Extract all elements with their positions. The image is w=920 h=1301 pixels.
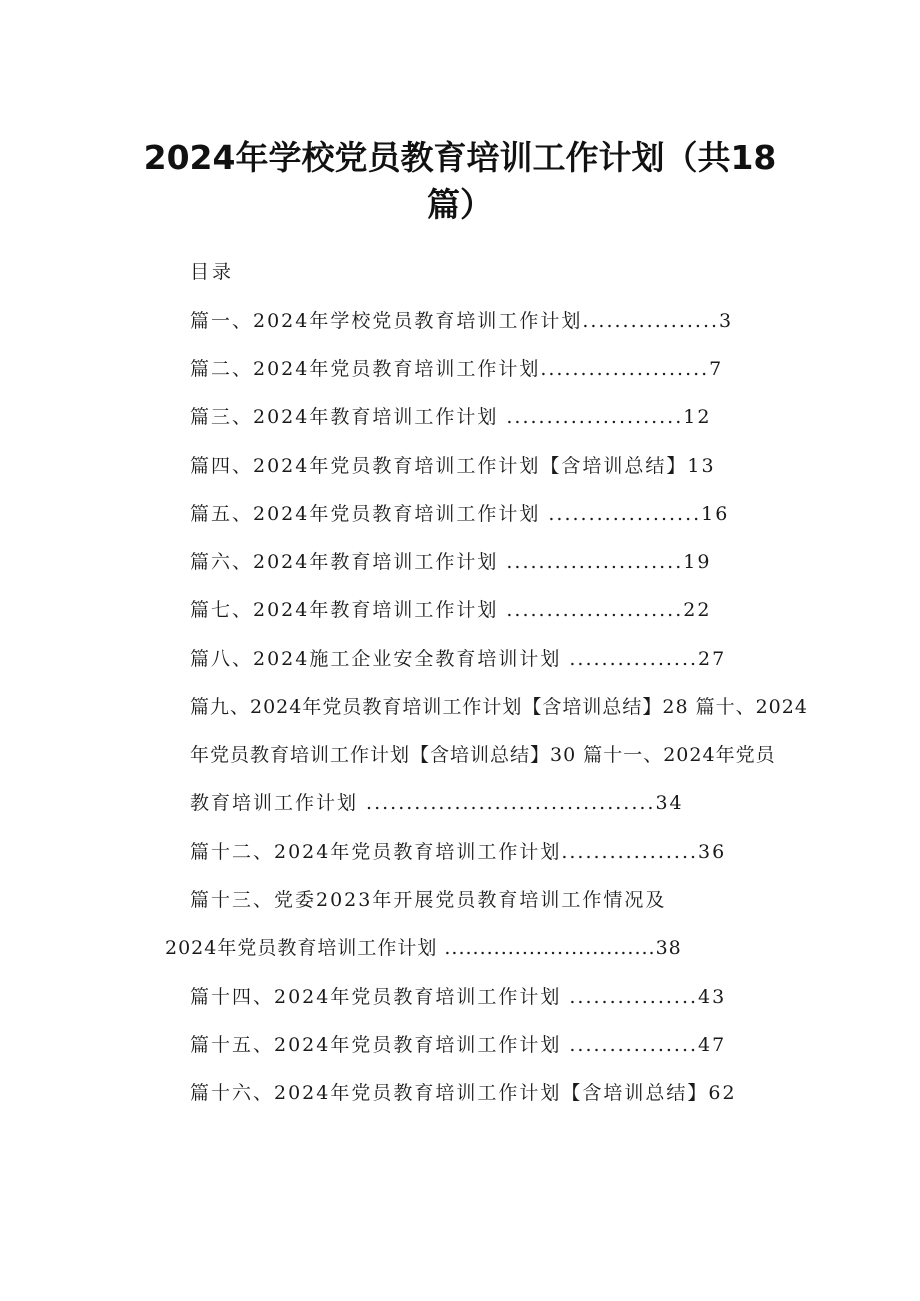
toc-entry[interactable]: 篇十三、党委2023年开展党员教育培训工作情况及 <box>190 889 667 911</box>
toc-entry[interactable]: 篇十五、2024年党员教育培训工作计划 ................47 <box>190 1034 727 1056</box>
toc-entry[interactable]: 篇十二、2024年党员教育培训工作计划.................36 <box>190 841 727 863</box>
toc-entry[interactable]: 篇四、2024年党员教育培训工作计划【含培训总结】13 <box>190 455 716 477</box>
toc-entry-wrapped[interactable]: 篇九、2024年党员教育培训工作计划【含培训总结】28 篇十、2024 <box>190 696 808 718</box>
toc-entry[interactable]: 篇三、2024年教育培训工作计划 ......................12 <box>190 406 712 428</box>
toc-entry[interactable]: 篇七、2024年教育培训工作计划 ......................22 <box>190 599 712 621</box>
toc-entry[interactable]: 篇八、2024施工企业安全教育培训计划 ................27 <box>190 648 727 670</box>
toc-entry[interactable]: 篇一、2024年学校党员教育培训工作计划.................3 <box>190 310 734 332</box>
toc-heading: 目录 <box>190 261 235 283</box>
toc-entry-wrapped[interactable]: 教育培训工作计划 ....................................34 <box>190 792 684 814</box>
toc-entry[interactable]: 篇十四、2024年党员教育培训工作计划 ................43 <box>190 986 727 1008</box>
document-title-line-1: 2024年学校党员教育培训工作计划（共18 <box>143 138 777 177</box>
toc-entry[interactable]: 篇五、2024年党员教育培训工作计划 ...................16 <box>190 503 730 525</box>
toc-entry-wrapped[interactable]: 2024年党员教育培训工作计划 ..............................38 <box>165 937 682 959</box>
toc-entry-wrapped[interactable]: 年党员教育培训工作计划【含培训总结】30 篇十一、2024年党员 <box>190 744 776 766</box>
toc-entry[interactable]: 篇十六、2024年党员教育培训工作计划【含培训总结】62 <box>190 1082 737 1104</box>
toc-entry[interactable]: 篇六、2024年教育培训工作计划 ......................19 <box>190 551 712 573</box>
toc-entry[interactable]: 篇二、2024年党员教育培训工作计划.....................7 <box>190 358 724 380</box>
document-title-line-2: 篇） <box>427 185 493 224</box>
